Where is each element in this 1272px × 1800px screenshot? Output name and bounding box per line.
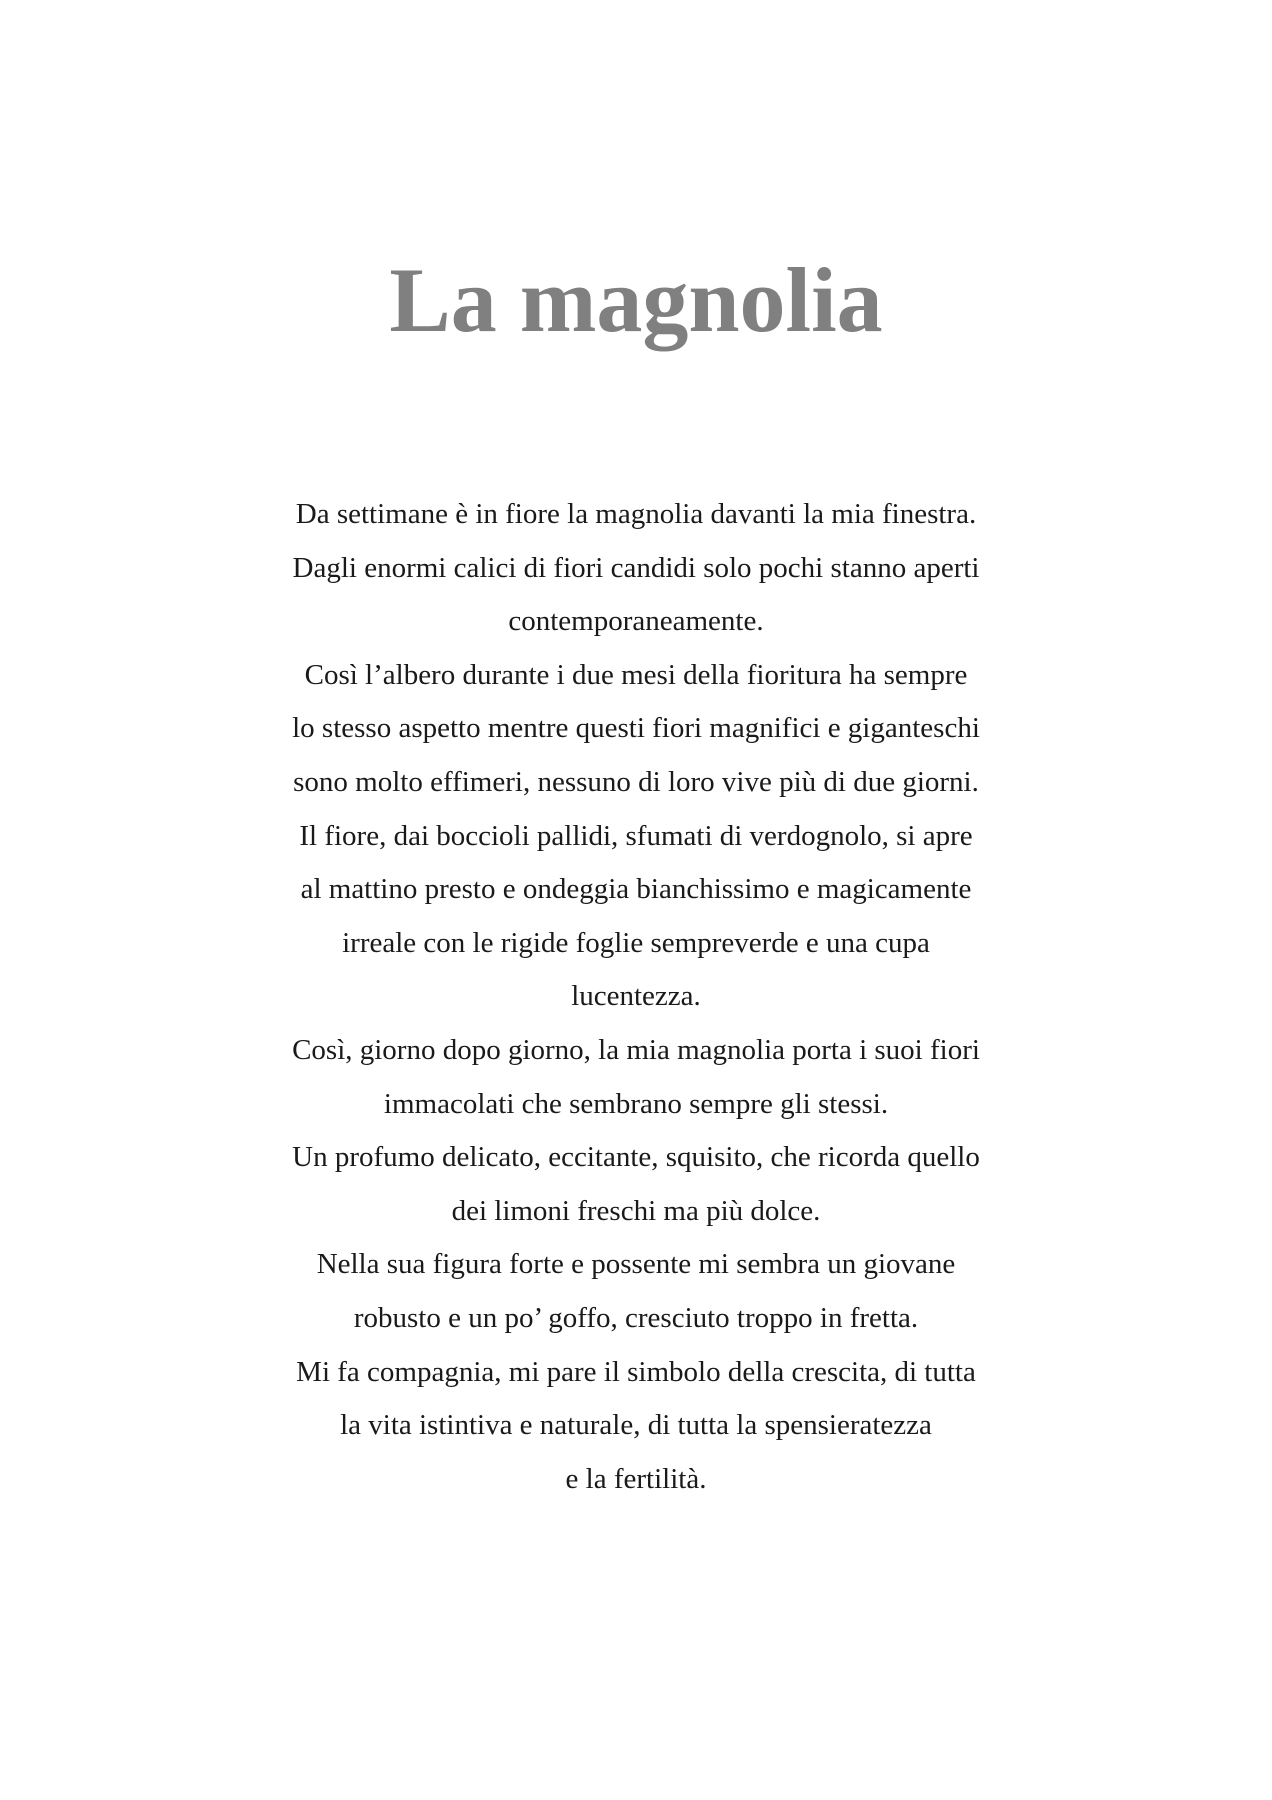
text-line: contemporaneamente. xyxy=(508,605,764,638)
text-line: irreale con le rigide foglie sempreverde e una cupa xyxy=(342,926,930,959)
text-line: sono molto effimeri, nessuno di loro vive più di due giorni. xyxy=(293,765,979,798)
text-line: lo stesso aspetto mentre questi fiori magnifici e giganteschi xyxy=(292,712,980,745)
text-line: lucentezza. xyxy=(571,980,701,1013)
text-line: la vita istintiva e naturale, di tutta la spensieratezza xyxy=(340,1409,932,1442)
text-line: Da settimane è in fiore la magnolia davanti la mia finestra. xyxy=(295,498,977,530)
text-line: Il fiore, dai boccioli pallidi, sfumati di verdognolo, si apre xyxy=(299,819,973,852)
text-line: Mi fa compagnia, mi pare il simbolo della crescita, di tutta xyxy=(296,1355,976,1388)
text-line: Nella sua figura forte e possente mi sembra un giovane xyxy=(316,1248,956,1281)
poem-body xyxy=(200,488,1072,1506)
page-title: La magnolia xyxy=(389,249,883,351)
text-line: Così, giorno dopo giorno, la mia magnolia porta i suoi fiori xyxy=(292,1033,980,1066)
text-line: robusto e un po’ goffo, cresciuto troppo in fretta. xyxy=(353,1301,919,1334)
text-line: Dagli enormi calici di fiori candidi solo pochi stanno aperti xyxy=(292,551,980,584)
text-line: al mattino presto e ondeggia bianchissimo e magicamente xyxy=(300,873,972,906)
text-line: Così l’albero durante i due mesi della fioritura ha sempre xyxy=(304,658,968,691)
text-line: Un profumo delicato, eccitante, squisito, che ricorda quello xyxy=(292,1141,980,1174)
text-line: dei limoni freschi ma più dolce. xyxy=(451,1194,821,1227)
text-line: e la fertilità. xyxy=(565,1462,707,1495)
text-line: immacolati che sembrano sempre gli stessi. xyxy=(383,1087,889,1120)
